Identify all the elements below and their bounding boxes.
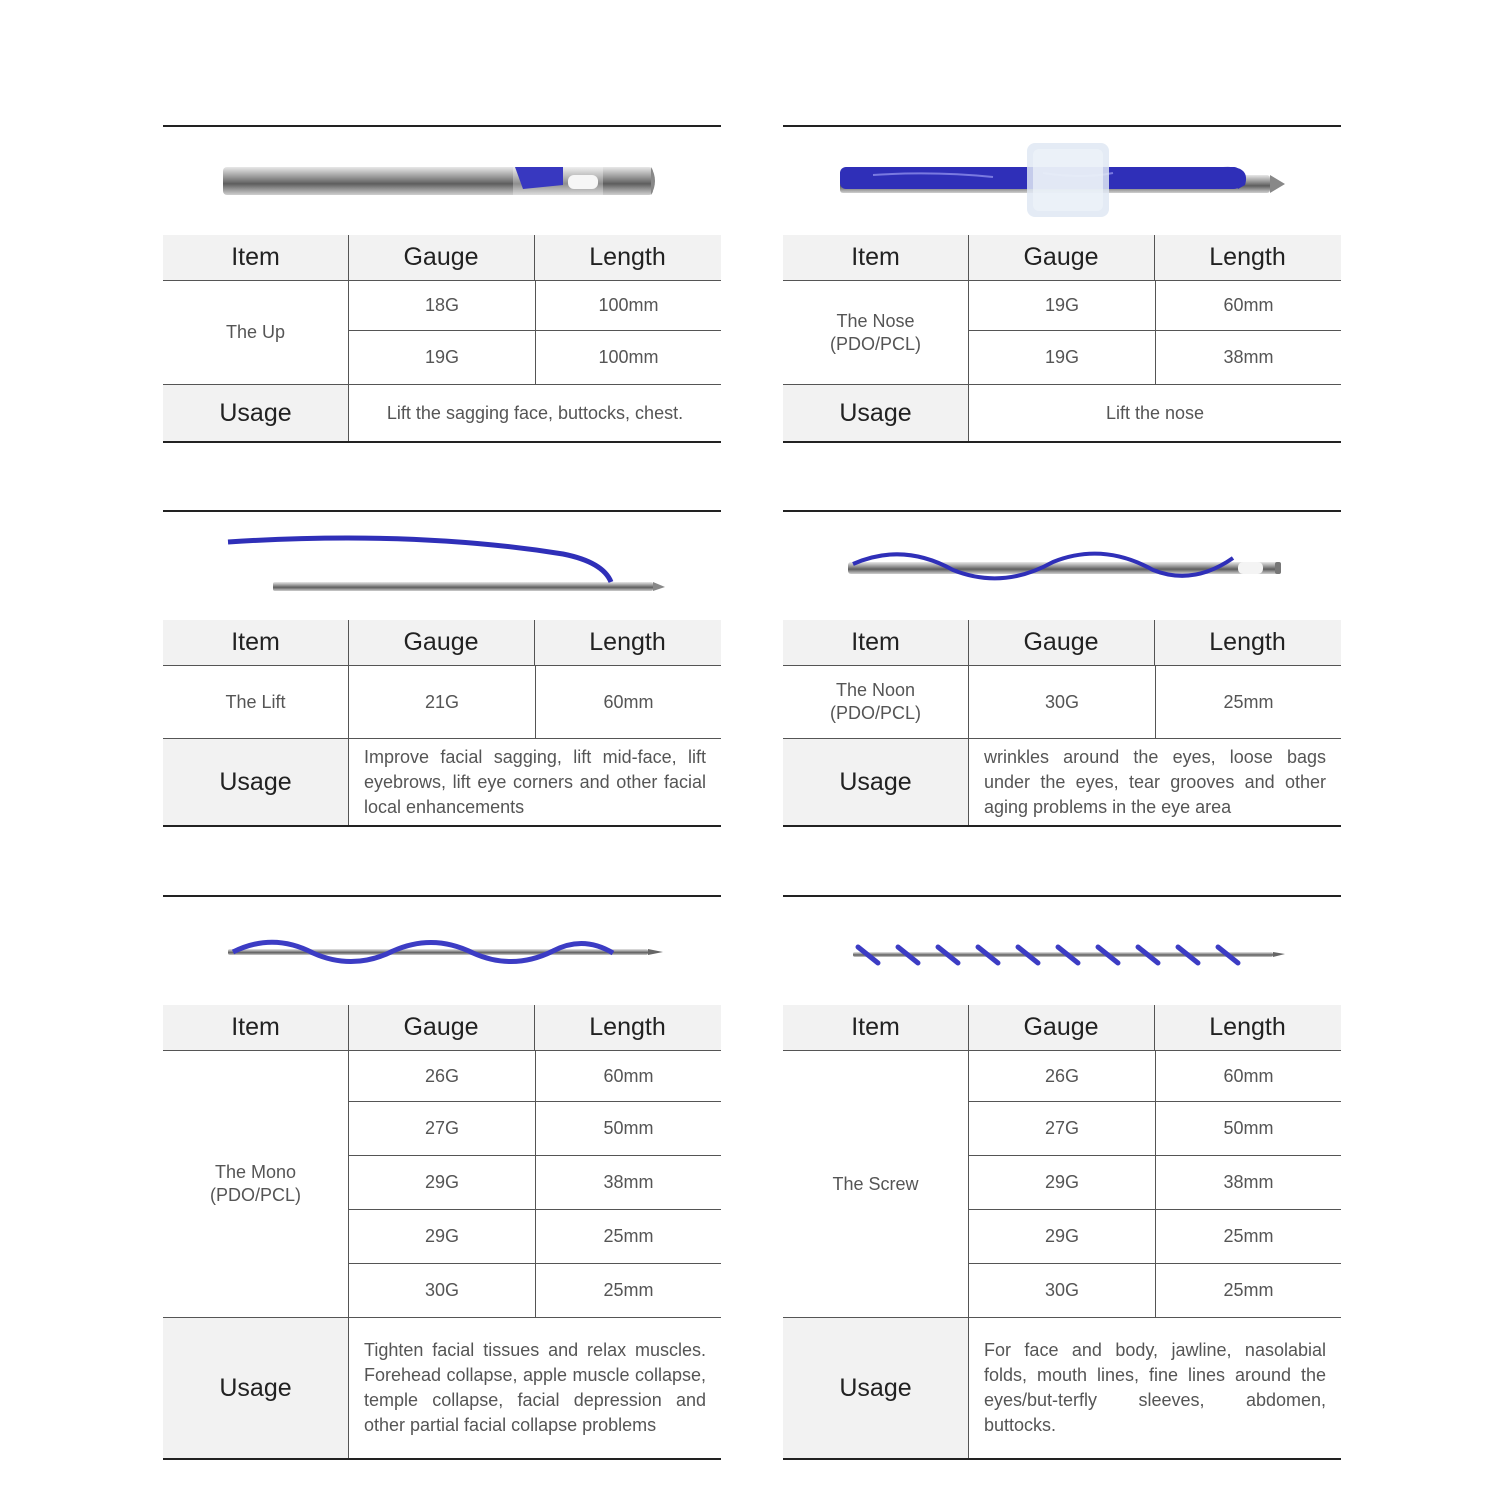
usage-row bbox=[783, 1318, 1341, 1460]
cannula-mono-icon bbox=[163, 897, 721, 1005]
table-header bbox=[163, 235, 721, 281]
table-row bbox=[349, 1210, 721, 1264]
column-divider bbox=[968, 620, 969, 665]
cannula-up-icon bbox=[163, 127, 721, 235]
table-row bbox=[349, 1264, 721, 1317]
spec-table bbox=[163, 1005, 721, 1460]
table-header bbox=[783, 235, 1341, 281]
table-header bbox=[783, 1005, 1341, 1051]
spec-rows bbox=[969, 281, 1341, 384]
header-length: Length bbox=[589, 628, 666, 656]
gauge-value: 26G bbox=[969, 1051, 1156, 1101]
table-body bbox=[783, 281, 1341, 385]
header-item: Item bbox=[851, 628, 900, 656]
header-item: Item bbox=[851, 1013, 900, 1041]
header-item: Item bbox=[231, 628, 280, 656]
table-header bbox=[163, 620, 721, 666]
header-length: Length bbox=[1209, 628, 1286, 656]
table-row bbox=[349, 1156, 721, 1210]
header-gauge: Gauge bbox=[403, 1013, 479, 1041]
table-body bbox=[783, 666, 1341, 739]
spec-rows bbox=[349, 281, 721, 384]
header-gauge: Gauge bbox=[1023, 1013, 1099, 1041]
spec-table bbox=[783, 1005, 1341, 1460]
usage-text: Lift the nose bbox=[1105, 402, 1205, 423]
table-row bbox=[969, 1264, 1341, 1317]
length-value: 50mm bbox=[1223, 1118, 1274, 1138]
gauge-value: 29G bbox=[349, 1156, 536, 1209]
table-row bbox=[969, 1102, 1341, 1156]
gauge-value: 27G bbox=[969, 1102, 1156, 1155]
cannula-screw-icon bbox=[783, 897, 1341, 1005]
header-gauge: Gauge bbox=[403, 243, 479, 271]
table-row bbox=[969, 331, 1341, 384]
table-row bbox=[969, 1051, 1341, 1102]
item-name: The Screw bbox=[783, 1051, 969, 1317]
spec-rows bbox=[969, 1051, 1341, 1317]
spec-table bbox=[163, 620, 721, 827]
usage-label: Usage bbox=[783, 739, 969, 825]
table-body bbox=[783, 1051, 1341, 1318]
header-item: Item bbox=[231, 1013, 280, 1041]
column-divider bbox=[534, 1005, 535, 1050]
header-gauge: Gauge bbox=[1023, 628, 1099, 656]
gauge-value: 29G bbox=[969, 1156, 1156, 1209]
gauge-value: 21G bbox=[349, 666, 536, 738]
length-value: 25mm bbox=[1223, 691, 1274, 712]
usage-label: Usage bbox=[783, 1318, 969, 1458]
column-divider bbox=[348, 1005, 349, 1050]
header-gauge: Gauge bbox=[403, 628, 479, 656]
length-value: 38mm bbox=[1223, 347, 1274, 367]
table-row bbox=[969, 281, 1341, 331]
column-divider bbox=[348, 235, 349, 280]
length-value: 100mm bbox=[598, 347, 659, 367]
spec-table bbox=[783, 235, 1341, 443]
item-name: The Up bbox=[163, 281, 349, 384]
usage-text: For face and body, jawline, nasolabial folds, mouth lines, fine lines around the eyes/but-terfly sleeves, abdomen, buttocks. bbox=[984, 1340, 1326, 1435]
header-length: Length bbox=[1209, 243, 1286, 271]
spec-rows bbox=[969, 666, 1341, 738]
usage-row bbox=[163, 385, 721, 443]
table-header bbox=[783, 620, 1341, 666]
item-name: The Nose (PDO/PCL) bbox=[783, 281, 969, 384]
item-name: The Noon (PDO/PCL) bbox=[783, 666, 969, 738]
length-value: 100mm bbox=[598, 295, 659, 315]
gauge-value: 29G bbox=[969, 1210, 1156, 1263]
table-body bbox=[163, 666, 721, 739]
spec-table bbox=[163, 235, 721, 443]
item-name: The Lift bbox=[163, 666, 349, 738]
spec-rows bbox=[349, 1051, 721, 1317]
gauge-value: 18G bbox=[349, 281, 536, 330]
gauge-value: 30G bbox=[349, 1264, 536, 1317]
cannula-lift-icon bbox=[163, 512, 721, 620]
column-divider bbox=[534, 235, 535, 280]
length-value: 60mm bbox=[1223, 1065, 1274, 1086]
usage-label: Usage bbox=[163, 385, 349, 441]
spec-table bbox=[783, 620, 1341, 827]
item-name: The Mono (PDO/PCL) bbox=[163, 1051, 349, 1317]
header-gauge: Gauge bbox=[1023, 243, 1099, 271]
column-divider bbox=[1154, 620, 1155, 665]
usage-label: Usage bbox=[163, 1318, 349, 1458]
gauge-value: 19G bbox=[969, 281, 1156, 330]
table-row bbox=[349, 281, 721, 331]
usage-row bbox=[163, 1318, 721, 1460]
length-value: 60mm bbox=[603, 1065, 654, 1086]
gauge-value: 29G bbox=[349, 1210, 536, 1263]
header-item: Item bbox=[231, 243, 280, 271]
gauge-value: 26G bbox=[349, 1051, 536, 1101]
cannula-noon-icon bbox=[783, 512, 1341, 620]
table-row bbox=[349, 1102, 721, 1156]
usage-label: Usage bbox=[163, 739, 349, 825]
usage-text: Tighten facial tissues and relax muscles. Forehead collapse, apple muscle collapse, temple collapse, facial depression and other partial facial collapse problems bbox=[364, 1340, 706, 1435]
column-divider bbox=[968, 235, 969, 280]
table-body bbox=[163, 1051, 721, 1318]
table-row bbox=[969, 1210, 1341, 1264]
table-row bbox=[349, 1051, 721, 1102]
length-value: 38mm bbox=[603, 1172, 654, 1192]
length-value: 25mm bbox=[603, 1226, 654, 1246]
usage-row bbox=[783, 385, 1341, 443]
gauge-value: 19G bbox=[349, 331, 536, 384]
column-divider bbox=[348, 620, 349, 665]
table-header bbox=[163, 1005, 721, 1051]
usage-text: wrinkles around the eyes, loose bags under the eyes, tear grooves and other aging problems in the eye area bbox=[984, 746, 1326, 817]
length-value: 25mm bbox=[603, 1280, 654, 1300]
column-divider bbox=[1154, 1005, 1155, 1050]
usage-row bbox=[163, 739, 721, 827]
column-divider bbox=[534, 620, 535, 665]
column-divider bbox=[968, 1005, 969, 1050]
gauge-value: 19G bbox=[969, 331, 1156, 384]
length-value: 25mm bbox=[1223, 1280, 1274, 1300]
usage-row bbox=[783, 739, 1341, 827]
gauge-value: 27G bbox=[349, 1102, 536, 1155]
header-length: Length bbox=[1209, 1013, 1286, 1041]
table-row bbox=[349, 666, 721, 738]
header-length: Length bbox=[589, 1013, 666, 1041]
table-row bbox=[349, 331, 721, 384]
header-item: Item bbox=[851, 243, 900, 271]
table-row bbox=[969, 1156, 1341, 1210]
usage-text: Improve facial sagging, lift mid-face, lift eyebrows, lift eye corners and other facial local enhancements bbox=[364, 746, 706, 817]
gauge-value: 30G bbox=[969, 1264, 1156, 1317]
length-value: 60mm bbox=[603, 691, 654, 712]
table-row bbox=[969, 666, 1341, 738]
length-value: 25mm bbox=[1223, 1226, 1274, 1246]
length-value: 38mm bbox=[1223, 1172, 1274, 1192]
header-length: Length bbox=[589, 243, 666, 271]
gauge-value: 30G bbox=[969, 666, 1156, 738]
cannula-nose-icon bbox=[783, 127, 1341, 235]
usage-text: Lift the sagging face, buttocks, chest. bbox=[386, 402, 684, 423]
spec-rows bbox=[349, 666, 721, 738]
column-divider bbox=[1154, 235, 1155, 280]
length-value: 60mm bbox=[1223, 295, 1274, 315]
table-body bbox=[163, 281, 721, 385]
length-value: 50mm bbox=[603, 1118, 654, 1138]
usage-label: Usage bbox=[783, 385, 969, 441]
